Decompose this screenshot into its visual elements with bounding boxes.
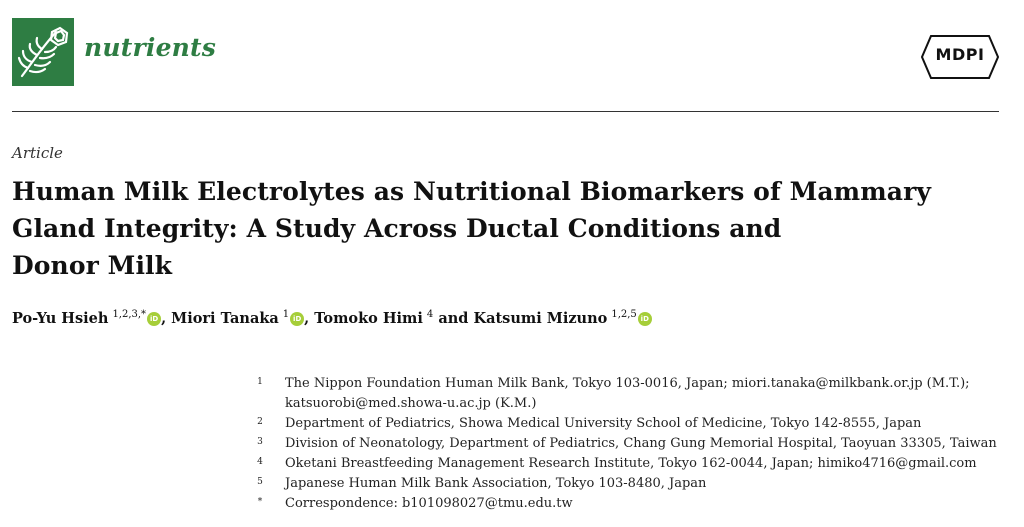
affiliation-number: 2 <box>257 417 263 427</box>
author-affiliation-marks: 4 <box>426 309 434 320</box>
publisher-name: MDPI <box>935 45 985 64</box>
author-list <box>12 310 652 327</box>
affiliation-number: 3 <box>257 437 263 447</box>
author-affiliation-marks: 1,2,3,* <box>112 309 147 320</box>
author-affiliation-marks: 1 <box>282 309 290 320</box>
affiliation-number: 5 <box>257 477 263 487</box>
leaf-logo-icon <box>12 18 74 86</box>
affiliation-number: 4 <box>257 457 263 467</box>
article-type: Article <box>12 144 63 162</box>
orcid-icon[interactable]: iD <box>638 312 652 326</box>
article-title <box>12 173 1012 284</box>
affiliation-text: Japanese Human Milk Bank Association, Tokyo 103-8480, Japan <box>285 476 707 491</box>
affiliation-text: The Nippon Foundation Human Milk Bank, Tokyo 103-0016, Japan; miori.tanaka@milkbank.or.jp (M.T.); <box>285 376 970 391</box>
author <box>12 310 161 327</box>
author-separator: , <box>161 310 172 327</box>
affiliation-item <box>252 414 1012 434</box>
affiliation-item <box>252 434 1012 454</box>
publisher-logo <box>921 34 999 80</box>
title-line: Gland Integrity: A Study Across Ductal Conditions and <box>12 214 782 243</box>
affiliation-list <box>252 374 1012 514</box>
author-name: Miori Tanaka <box>171 310 279 327</box>
affiliation-item <box>252 474 1012 494</box>
affiliation-item <box>252 454 1012 474</box>
correspondence-item <box>252 494 1012 514</box>
affiliation-text: katsuorobi@med.showa-u.ac.jp (K.M.) <box>285 396 537 411</box>
journal-logo <box>12 18 74 86</box>
author-name: Katsumi Mizuno <box>473 310 608 327</box>
title-line: Donor Milk <box>12 251 173 280</box>
journal-name: nutrients <box>84 33 217 62</box>
affiliation-text: Division of Neonatology, Department of Pediatrics, Chang Gung Memorial Hospital, Taoyuan 33305, Taiwan <box>285 436 997 451</box>
author-affiliation-marks: 1,2,5 <box>611 309 637 320</box>
affiliation-number: * <box>257 497 263 507</box>
title-line: Human Milk Electrolytes as Nutritional Biomarkers of Mammary <box>12 177 931 206</box>
author-name: Tomoko Himi <box>314 310 423 327</box>
affiliation-number: 1 <box>257 377 263 387</box>
author-name: Po-Yu Hsieh <box>12 310 109 327</box>
affiliation-item <box>252 374 1012 414</box>
author-separator: , <box>304 310 315 327</box>
author <box>171 310 304 327</box>
author-separator: and <box>433 310 474 327</box>
affiliation-text: Department of Pediatrics, Showa Medical University School of Medicine, Tokyo 142-8555, Japan <box>285 416 922 431</box>
affiliation-text: Oketani Breastfeeding Management Research Institute, Tokyo 162-0044, Japan; himiko4716@gmail.com <box>285 456 977 471</box>
orcid-icon[interactable]: iD <box>290 312 304 326</box>
author <box>473 310 651 327</box>
orcid-icon[interactable]: iD <box>147 312 161 326</box>
correspondence-text: Correspondence: b101098027@tmu.edu.tw <box>285 496 573 511</box>
author <box>314 310 433 327</box>
header-divider <box>12 111 999 112</box>
